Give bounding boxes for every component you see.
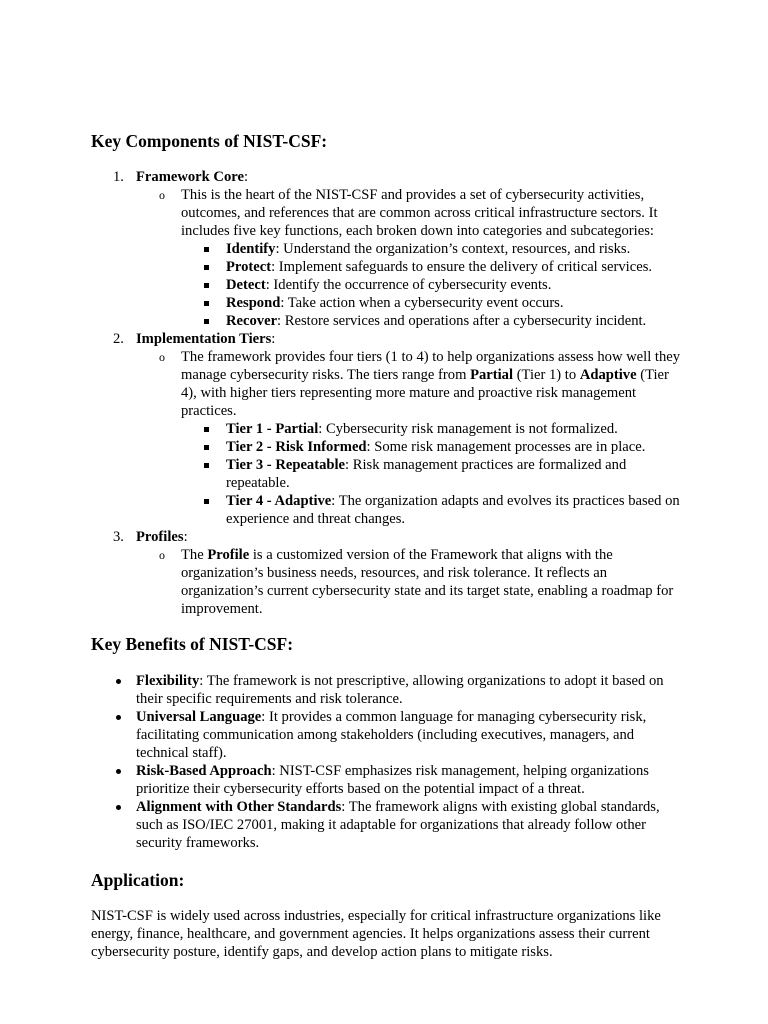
square-bullet <box>204 499 209 504</box>
heading-application: Application: <box>91 870 185 890</box>
sub-list-item <box>136 186 681 330</box>
list-number: 1. <box>113 169 124 185</box>
list-item: Tier 4 - Adaptive: The organization adapts and evolves its practices based on experience and threat changes. <box>181 492 681 528</box>
item-title: Implementation Tiers: <box>136 331 276 347</box>
circle-bullet: o <box>159 188 165 202</box>
square-bullet <box>204 283 209 288</box>
square-bullet <box>204 301 209 306</box>
list-number: 3. <box>113 529 124 545</box>
list-item: Alignment with Other Standards: The framework aligns with existing global standards, such as ISO/IEC 27001, making it adaptable for organizations that already follow other security frameworks. <box>0 798 681 852</box>
list-item: Recover: Restore services and operations after a cybersecurity incident. <box>181 312 681 330</box>
heading-key-components: Key Components of NIST-CSF: <box>91 131 328 151</box>
square-bullet <box>204 247 209 252</box>
list-item: Flexibility: The framework is not prescriptive, allowing organizations to adopt it based on their specific requirements and risk tolerance. <box>0 672 681 708</box>
tier-list <box>181 420 681 528</box>
square-bullet <box>204 463 209 468</box>
square-bullet <box>204 319 209 324</box>
benefits-list <box>0 672 768 852</box>
disc-bullet <box>116 769 121 774</box>
list-item-framework-core <box>0 168 681 330</box>
function-list <box>181 240 681 330</box>
circle-bullet: o <box>159 350 165 364</box>
list-item: Protect: Implement safeguards to ensure the delivery of critical services. <box>181 258 681 276</box>
circle-bullet: o <box>159 548 165 562</box>
heading-key-benefits: Key Benefits of NIST-CSF: <box>91 634 294 654</box>
disc-bullet <box>116 715 121 720</box>
list-item: Universal Language: It provides a common language for managing cybersecurity risk, facilitating communication among stakeholders (including executives, managers, and technical staff). <box>0 708 681 762</box>
list-item: Risk-Based Approach: NIST-CSF emphasizes risk management, helping organizations prioritize their cybersecurity efforts based on the potential impact of a threat. <box>0 762 681 798</box>
item-description: The Profile is a customized version of the Framework that aligns with the organization’s business needs, resources, and risk tolerance. It reflects an organization’s current cybersecurity state and its target state, enabling a roadmap for improvement. <box>181 547 674 617</box>
list-item-profiles <box>0 528 681 618</box>
sub-list <box>136 186 681 330</box>
list-item: Tier 1 - Partial: Cybersecurity risk management is not formalized. <box>181 420 681 438</box>
sub-list <box>136 546 681 618</box>
disc-bullet <box>116 679 121 684</box>
item-title: Profiles: <box>136 529 188 545</box>
list-item: Identify: Understand the organization’s context, resources, and risks. <box>181 240 681 258</box>
sub-list-item <box>136 546 681 618</box>
list-number: 2. <box>113 331 124 347</box>
square-bullet <box>204 265 209 270</box>
item-description: This is the heart of the NIST-CSF and provides a set of cybersecurity activities, outcomes, and references that are common across critical infrastructure sectors. It includes five key functions, each broken down into categories and subcategories: <box>181 187 658 239</box>
list-item: Respond: Take action when a cybersecurity event occurs. <box>181 294 681 312</box>
item-description: The framework provides four tiers (1 to 4) to help organizations assess how well they manage cybersecurity risks. The tiers range from Partial (Tier 1) to Adaptive (Tier 4), with higher tiers representing more mature and proactive risk management practices. <box>181 349 681 419</box>
application-paragraph: NIST-CSF is widely used across industries, especially for critical infrastructure organizations like energy, finance, healthcare, and government agencies. It helps organizations assess their current cybersecurity posture, identify gaps, and develop action plans to mitigate risks. <box>91 908 661 960</box>
disc-bullet <box>116 805 121 810</box>
sub-list-item <box>136 348 681 528</box>
list-item: Tier 3 - Repeatable: Risk management practices are formalized and repeatable. <box>181 456 681 492</box>
components-list <box>0 168 768 618</box>
list-item: Detect: Identify the occurrence of cybersecurity events. <box>181 276 681 294</box>
item-title: Framework Core: <box>136 169 248 185</box>
list-item: Tier 2 - Risk Informed: Some risk management processes are in place. <box>181 438 681 456</box>
sub-list <box>136 348 681 528</box>
square-bullet <box>204 427 209 432</box>
square-bullet <box>204 445 209 450</box>
list-item-implementation-tiers <box>0 330 681 528</box>
